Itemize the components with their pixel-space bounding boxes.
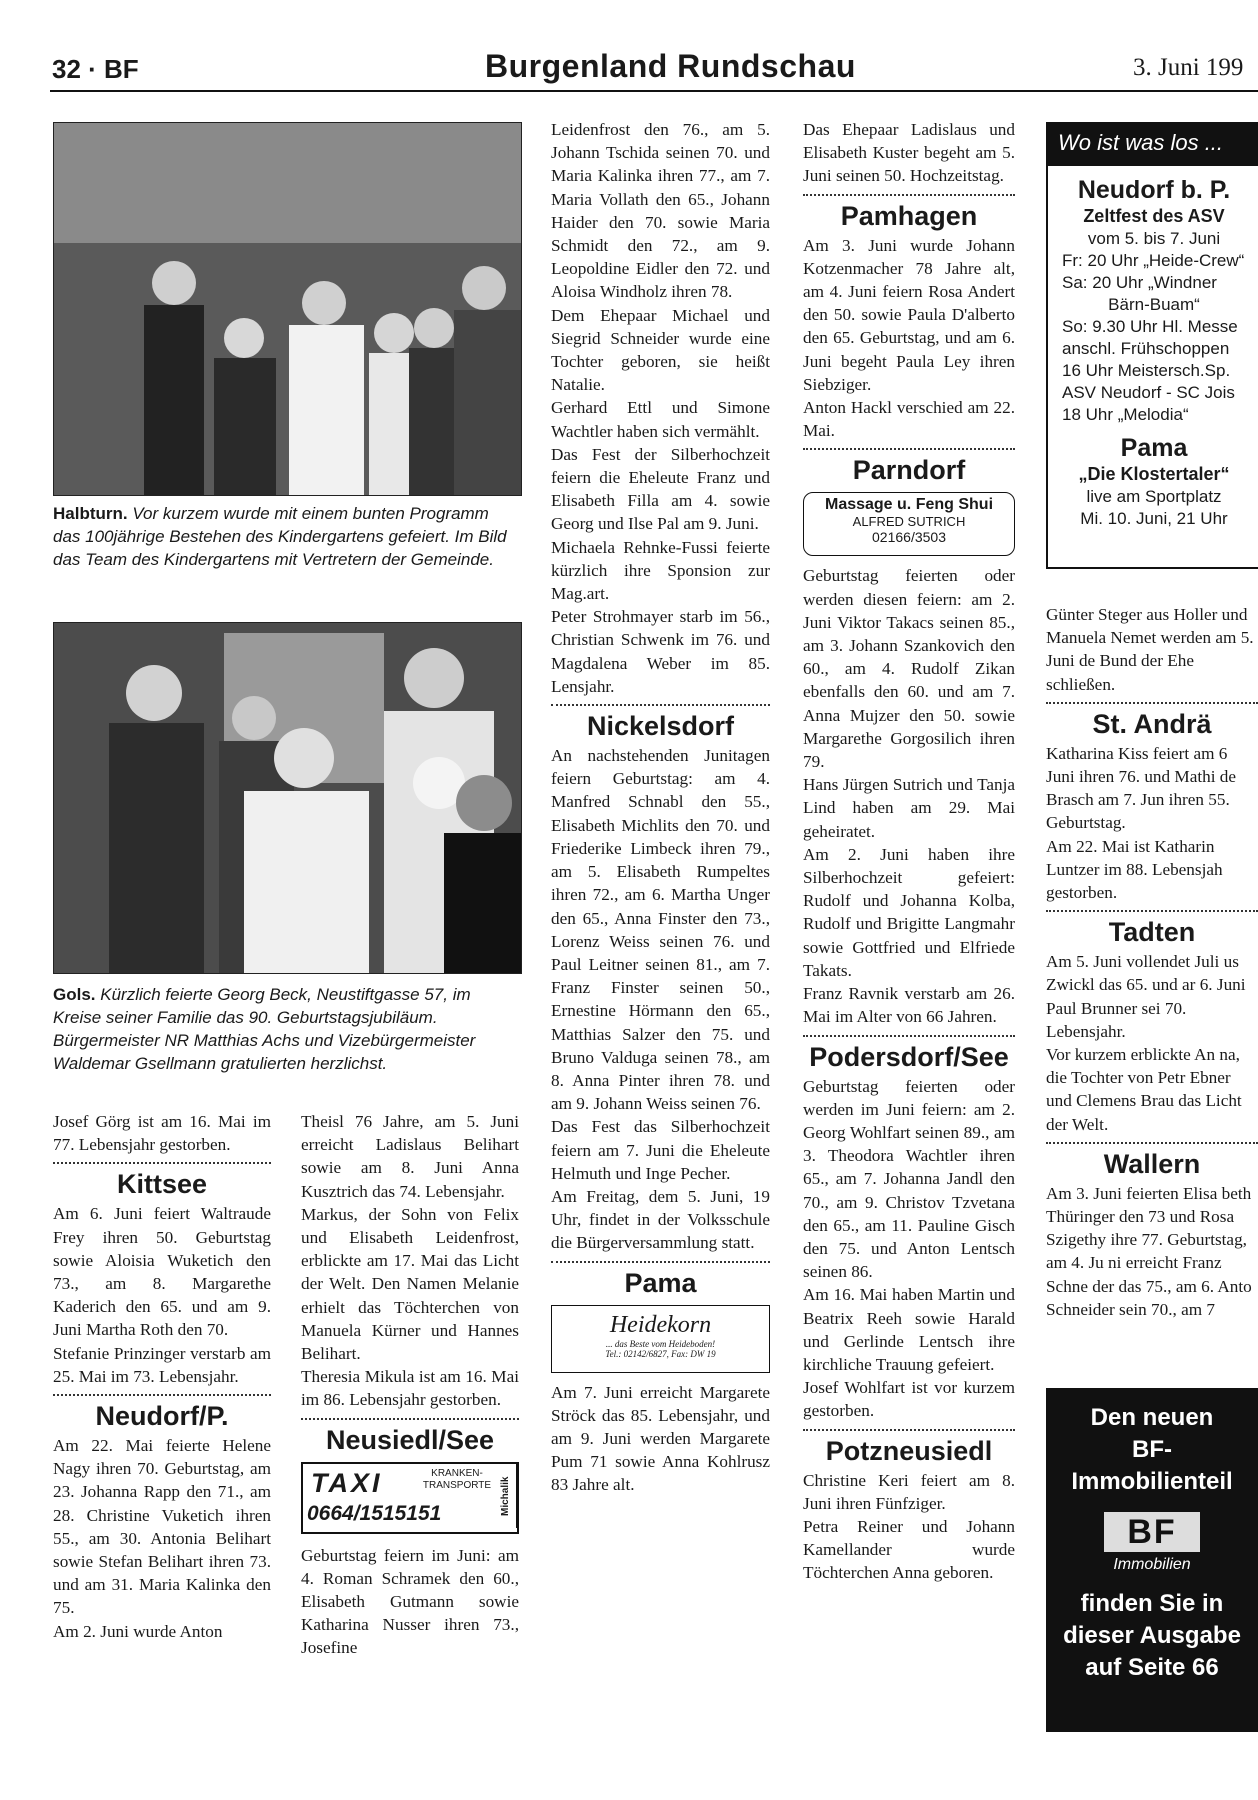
dotted-separator xyxy=(803,1429,1015,1431)
group-photo-illustration xyxy=(54,123,521,495)
event-line: Mi. 10. Juni, 21 Uhr xyxy=(1080,509,1228,528)
article-paragraph: Theisl 76 Jahre, am 5. Juni erreicht Ladislaus Belihart sowie am 8. Juni Anna Kusztrich das 74. Lebensjahr. xyxy=(301,1112,519,1201)
event-line: ASV Neudorf - SC Jois xyxy=(1062,383,1235,402)
article-paragraph: Markus, der Sohn von Felix und Elisabeth Leidenfrost, erblickte am 17. Mai das Licht der Welt. Den Namen Melanie erhielt das Töchterchen von Manuela Kürner und Hannes Belihart. xyxy=(301,1204,519,1364)
ad-taxi-phone: 0664/1515151 xyxy=(307,1501,442,1525)
event-dates: vom 5. bis 7. Juni xyxy=(1087,229,1221,248)
ad-heidekorn-tel: Tel.: 02142/6827, Fax: DW 19 xyxy=(605,1348,716,1359)
article-paragraph: Am 22. Mai ist Katharin Luntzer im 88. Lebensjah gestorben. xyxy=(1046,836,1223,903)
article-paragraph: Leidenfrost den 76., am 5. Johann Tschida seinen 70. und Maria Kalinka ihren 77., am 7. Maria Vollath den 65., Johann Haider den 70. sowie Maria Schmidt den 72., am 9. Leopoldine Eidler den 72. und Aloisa Windholz ihren 78. xyxy=(551,120,770,302)
section-heading-podersdorf: Podersdorf/See xyxy=(809,1041,1009,1072)
header-rule xyxy=(50,90,1258,92)
event-line: live am Sportplatz xyxy=(1086,487,1222,506)
column-4 xyxy=(803,118,1015,1585)
article-paragraph: Am 16. Mai haben Martin und Beatrix Reeh sowie Harald und Gerlinde Lentsch ihre kirchliche Trauung gefeiert. xyxy=(803,1285,1015,1374)
article-paragraph: Hans Jürgen Sutrich und Tanja Lind haben am 29. Mai geheiratet. xyxy=(803,775,1015,841)
article-paragraph: Am Freitag, dem 5. Juni, 19 Uhr, findet in der Volksschule die Bürgerversammlung statt. xyxy=(551,1186,770,1253)
ad-massage-title: Massage u. Feng Shui xyxy=(824,496,994,514)
event-title-klostertaler: „Die Klostertaler“ xyxy=(1078,464,1230,484)
article-paragraph: Geburtstag feierten oder werden diesen feiern: am 2. Juni Viktor Takacs seinen 85., am 3. Johann Szankovich den 60., am 4. Rudolf Zikan ebenfalls den 60. und am 7. Anna Mujzer den 50. sowie Margarethe Gorgosilich ihren 79. xyxy=(803,566,1015,772)
newspaper-title: Burgenland Rundschau xyxy=(485,48,856,84)
section-heading-kittsee: Kittsee xyxy=(116,1169,208,1200)
promo-immobilien xyxy=(1046,1388,1258,1732)
bf-logo xyxy=(1104,1512,1200,1552)
dotted-separator xyxy=(1046,702,1258,704)
article-paragraph: An nachstehenden Junitagen feiern Geburtstag: am 4. Manfred Schnabl den 55., Elisabeth Michlits den 70. und Friederike Limbeck ihren 79., am 5. Elisabeth Rumpeltes ihren 72., am 6. Martha Unger den 65., Anna Finster den 73., Lorenz Weiss seinen 76. und Paul Leitner seinen 81., am 7. Franz Finster seinen 50., Ernestine Hörmann den 65., Matthias Salzer den 75. und Bruno Valduga seinen 78., am 8. Anna Pinter ihren 78. und am 9. Johann Weiss seinen 76. xyxy=(551,746,770,1114)
event-line: 18 Uhr „Melodia“ xyxy=(1062,405,1189,424)
article-paragraph: Michaela Rehnke-Fussi feierte kürzlich ihre Sponsion zur Mag.art. xyxy=(551,537,770,604)
promo-line: Immobilienteil xyxy=(1071,1468,1233,1495)
bf-logo-text: BF xyxy=(1127,1513,1177,1551)
section-heading-nickelsdorf: Nickelsdorf xyxy=(586,711,735,742)
article-paragraph: Geburtstag feierten oder werden im Juni feiern: am 2. Georg Wohlfart seinen 89., am 3. Theodora Wachtler ihren 65., am 7. Johanna Jandl den 70., am 9. Christov Tzvetana den 65., am 11. Pauline Gisch den 75. und Anton Lentsch seinen 86. xyxy=(803,1076,1015,1282)
dotted-separator xyxy=(551,704,770,706)
dotted-separator xyxy=(53,1394,271,1396)
events-banner: Wo ist was los ... xyxy=(1048,124,1258,166)
column-2 xyxy=(301,1110,519,1660)
article-paragraph: Katharina Kiss feiert am 6 Juni ihren 76. und Mathi de Brasch am 7. Jun ihren 55. Geburtstag. xyxy=(1046,743,1236,833)
dotted-separator xyxy=(1046,1142,1258,1144)
event-line: So: 9.30 Uhr Hl. Messe xyxy=(1062,317,1238,336)
page-number: 32 · BF xyxy=(52,54,139,84)
section-heading-pama: Pama xyxy=(624,1267,697,1298)
article-paragraph: Stefanie Prinzinger verstarb am 25. Mai im 73. Lebensjahr. xyxy=(53,1343,271,1386)
promo-line: auf Seite 66 xyxy=(1085,1654,1219,1681)
article-paragraph: Am 5. Juni vollendet Juli us Zwickl das 65. und ar 6. Juni Paul Brunner sei 70. Lebensjahr. xyxy=(1046,952,1246,1041)
dotted-separator xyxy=(53,1162,271,1164)
section-heading-neudorf: Neudorf/P. xyxy=(95,1401,229,1432)
article-paragraph: Günter Steger aus Holler und Manuela Nemet werden am 5. Juni de Bund der Ehe schließen. xyxy=(1046,605,1254,694)
section-heading-neusiedl: Neusiedl/See xyxy=(325,1424,495,1455)
event-line: anschl. Frühschoppen xyxy=(1062,339,1230,358)
article-paragraph: Das Fest das Silberhochzeit feiern am 7. Juni die Eheleute Helmuth und Inge Pecher. xyxy=(551,1117,770,1183)
article-paragraph: Am 2. Juni haben ihre Silberhochzeit gefeiert: Rudolf und Johanna Kolba, Rudolf und Brigitte Langmahr sowie Gottfried und Elfriede Takats. xyxy=(803,844,1015,980)
article-paragraph: Gerhard Ettl und Simone Wachtler haben sich vermählt. xyxy=(551,398,770,441)
article-paragraph: Das Fest der Silberhochzeit feiern die Eheleute Franz und Elisabeth Filla am 4. sowie Georg und Ilse Pal am 9. Juni. xyxy=(551,444,770,534)
section-heading-wallern: Wallern xyxy=(1103,1148,1201,1179)
article-paragraph: Peter Strohmayer starb im 56., Christian Schwenk im 76. und Magdalena Weber im 85. Lensjahr. xyxy=(551,607,770,696)
article-paragraph: Vor kurzem erblickte An na, die Tochter von Petr Ebner und Clemens Brau das Licht der Welt. xyxy=(1046,1045,1242,1134)
article-paragraph: Am 6. Juni feiert Waltraude Frey ihren 50. Geburtstag sowie Aloisia Wuketich den 73., am 8. Margarethe Kaderich den 65. und am 9. Juni Martha Roth den 70. xyxy=(53,1204,271,1340)
ad-heidekorn xyxy=(551,1305,770,1373)
dotted-separator xyxy=(1046,910,1258,912)
article-paragraph: Dem Ehepaar Michael und Siegrid Schneider wurde eine Tochter geboren, sie heißt Natalie. xyxy=(551,305,770,395)
caption-place: Gols. xyxy=(53,985,96,1004)
section-heading-pamhagen: Pamhagen xyxy=(840,200,978,231)
section-heading-parndorf: Parndorf xyxy=(852,455,966,486)
caption-place: Halbturn. xyxy=(53,504,128,523)
ad-taxi-label: TAXI xyxy=(311,1467,383,1498)
event-line: Fr: 20 Uhr „Heide-Crew“ xyxy=(1062,251,1245,270)
ad-heidekorn-tagline: ... das Beste vom Heideboden! xyxy=(605,1338,716,1349)
ad-taxi xyxy=(301,1462,519,1534)
photo-gols-birthday xyxy=(53,622,522,974)
section-heading-potzneusiedl: Potzneusiedl xyxy=(825,1435,993,1466)
promo-line: dieser Ausgabe xyxy=(1063,1622,1241,1649)
events-town-neudorf: Neudorf b. P. xyxy=(1077,176,1231,204)
event-line: Sa: 20 Uhr „Windner xyxy=(1062,273,1217,292)
issue-date: 3. Juni 199 xyxy=(1133,54,1244,81)
article-paragraph: Geburtstag feiern im Juni: am 4. Roman Schramek den 60., Elisabeth Gutmann sowie Katharina Nusser ihren 73., Josefine xyxy=(301,1545,519,1658)
dotted-separator xyxy=(803,1035,1015,1037)
event-line: 16 Uhr Meistersch.Sp. xyxy=(1062,361,1231,380)
dotted-separator xyxy=(803,194,1015,196)
photo-halbturn-kindergarten xyxy=(53,122,522,496)
column-3 xyxy=(551,118,770,1497)
dotted-separator xyxy=(803,448,1015,450)
ad-taxi-sub: KRANKEN- TRANSPORTE xyxy=(422,1467,492,1491)
family-photo-illustration xyxy=(54,623,521,973)
wo-ist-was-los-box xyxy=(1046,122,1258,569)
caption-text: Vor kurzem wurde mit einem bunten Programm das 100jährige Bestehen des Kindergartens gefeiert. Im Bild das Team des Kindergartens mit Vertretern der Gemeinde. xyxy=(53,504,507,569)
article-paragraph: Am 2. Juni wurde Anton xyxy=(53,1621,223,1641)
dotted-separator xyxy=(551,1261,770,1263)
ad-taxi-side: Michalik xyxy=(500,1464,517,1528)
event-line: Bärn-Buam“ xyxy=(1108,295,1200,314)
article-paragraph: Am 7. Juni erreicht Margarete Ströck das 85. Lebensjahr, und am 9. Juni werden Margarete Pum 71 sowie Anna Kohlrusz 83 Jahre alt. xyxy=(551,1382,770,1495)
article-paragraph: Petra Reiner und Johann Kamellander wurde Töchterchen Anna geboren. xyxy=(803,1516,1015,1583)
article-paragraph: Josef Görg ist am 16. Mai im 77. Lebensjahr gestorben. xyxy=(53,1112,271,1155)
event-title-zeltfest: Zeltfest des ASV xyxy=(1083,206,1225,226)
bf-logo-sub: Immobilien xyxy=(1113,1556,1191,1573)
article-paragraph: Anton Hackl verschied am 22. Mai. xyxy=(803,398,1015,441)
article-paragraph: Franz Ravnik verstarb am 26. Mai im Alter von 66 Jahren. xyxy=(803,984,1015,1027)
column-1 xyxy=(53,1110,271,1643)
section-heading-tadten: Tadten xyxy=(1108,917,1196,948)
article-paragraph: Theresia Mikula ist am 16. Mai im 86. Lebensjahr gestorben. xyxy=(301,1367,519,1410)
ad-heidekorn-logo: Heidekorn xyxy=(609,1311,712,1338)
article-paragraph: Am 3. Juni wurde Johann Kotzenmacher 78 Jahre alt, am 4. Juni feiern Rosa Andert den 50. sowie Paula D'alberto den 65. Geburtstag, und am 6. Juni begeht Paula Ley ihren Siebziger. xyxy=(803,235,1015,394)
ad-massage-phone: 02166/3503 xyxy=(872,529,946,546)
promo-line: BF- xyxy=(1132,1436,1172,1463)
article-paragraph: Josef Wohlfart ist vor kurzem gestorben. xyxy=(803,1378,1015,1421)
article-paragraph: Am 3. Juni feierten Elisa beth Thüringer den 73 und Rosa Szigethy ihre 77. Geburtstag, am 4. Ju ni erreicht Franz Schne der das 75., am 6. Anto Schneider sein 70., am 7 xyxy=(1046,1183,1252,1319)
article-paragraph: Das Ehepaar Ladislaus und Elisabeth Kuster begeht am 5. Juni seinen 50. Hochzeitstag. xyxy=(803,120,1015,186)
section-heading-st-andrae: St. Andrä xyxy=(1092,708,1212,739)
dotted-separator xyxy=(301,1418,519,1420)
promo-line: finden Sie in xyxy=(1080,1590,1224,1617)
caption-text: Kürzlich feierte Georg Beck, Neustiftgasse 57, im Kreise seiner Familie das 90. Geburtstagsjubiläum. Bürgermeister NR Matthias Achs und Vizebürgermeister Waldemar Gsellmann gratulierten herzlichst. xyxy=(53,985,476,1073)
events-town-pama: Pama xyxy=(1120,434,1188,462)
caption-halbturn xyxy=(53,502,520,571)
ad-massage-name: ALFRED SUTRICH xyxy=(852,514,966,530)
article-paragraph: Christine Keri feiert am 8. Juni ihren Fünfziger. xyxy=(803,1470,1015,1513)
ad-massage xyxy=(803,492,1015,556)
promo-line: Den neuen xyxy=(1090,1404,1214,1431)
caption-gols xyxy=(53,983,520,1075)
article-paragraph: Am 22. Mai feierte Helene Nagy ihren 70. Geburtstag, am 23. Johanna Rapp den 71., am 28. Christine Vuketich ihren 55., am 30. Antonia Belihart sowie Stefan Belihart ihren 73. und am 31. Maria Kalinka den 75. xyxy=(53,1436,271,1618)
